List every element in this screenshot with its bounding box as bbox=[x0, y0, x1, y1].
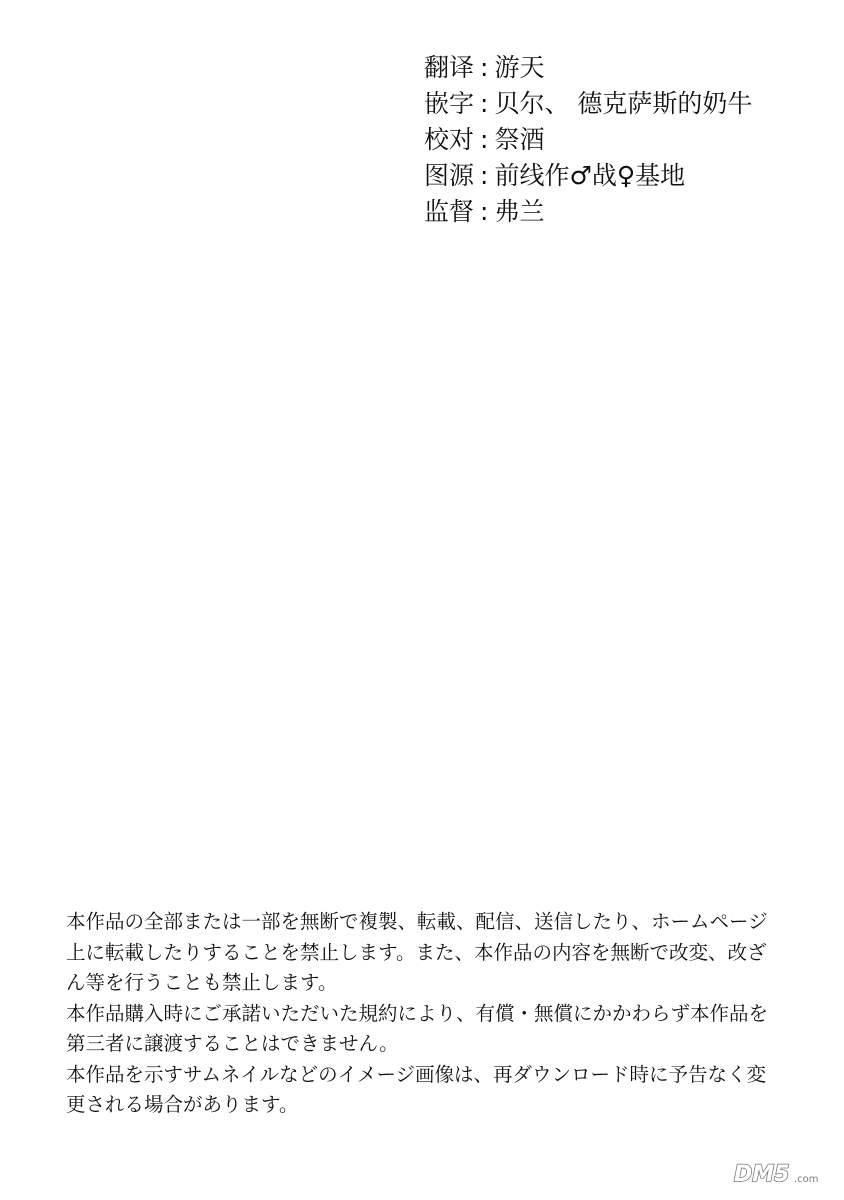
watermark-main-text: DM5 bbox=[734, 1162, 790, 1187]
dm5-watermark-logo bbox=[732, 1158, 832, 1188]
credit-role: 嵌字 bbox=[424, 89, 475, 118]
credit-value: 前线作♂战♀基地 bbox=[494, 161, 686, 190]
credit-role: 图源 bbox=[424, 161, 475, 190]
notice-line: 本作品購入時にご承諾いただいた規約により、有償・無償にかかわらず本作品を bbox=[66, 1001, 769, 1025]
credit-value: 弗兰 bbox=[494, 197, 545, 226]
notice-line: ん等を行うことも禁止します。 bbox=[66, 971, 338, 994]
watermark-logo-graphic bbox=[732, 1158, 832, 1188]
copyright-notice bbox=[66, 907, 786, 1121]
credit-proofreading bbox=[424, 122, 834, 158]
credit-separator: : bbox=[480, 89, 489, 118]
credit-value: 祭酒 bbox=[494, 125, 545, 154]
notice-line: 第三者に譲渡することはできません。 bbox=[66, 1032, 399, 1055]
credit-value: 游天 bbox=[494, 53, 545, 82]
notice-line: 更される場合があります。 bbox=[66, 1093, 299, 1116]
credit-separator: : bbox=[480, 53, 489, 82]
credit-separator: : bbox=[480, 125, 489, 154]
credits-block bbox=[424, 50, 834, 230]
credit-translation bbox=[424, 50, 834, 86]
credit-separator: : bbox=[480, 197, 489, 226]
notice-line: 本作品の全部または一部を無断で複製、転載、配信、送信したり、ホームページ bbox=[66, 910, 768, 933]
credit-role: 监督 bbox=[424, 197, 475, 226]
notice-line: 上に転載したりすることを禁止します。また、本作品の内容を無断で改変、改ざ bbox=[66, 940, 767, 964]
watermark-suffix-text: .com bbox=[794, 1174, 819, 1185]
credit-typesetting bbox=[424, 86, 834, 122]
credit-source bbox=[424, 158, 834, 194]
credit-role: 校对 bbox=[424, 125, 475, 154]
notice-line: 本作品を示すサムネイルなどのイメージ画像は、再ダウンロード時に予告なく変 bbox=[66, 1062, 767, 1086]
credit-value: 贝尔、 德克萨斯的奶牛 bbox=[494, 89, 753, 118]
credit-supervision bbox=[424, 194, 834, 230]
credit-role: 翻译 bbox=[424, 53, 475, 82]
credit-separator: : bbox=[480, 161, 489, 190]
